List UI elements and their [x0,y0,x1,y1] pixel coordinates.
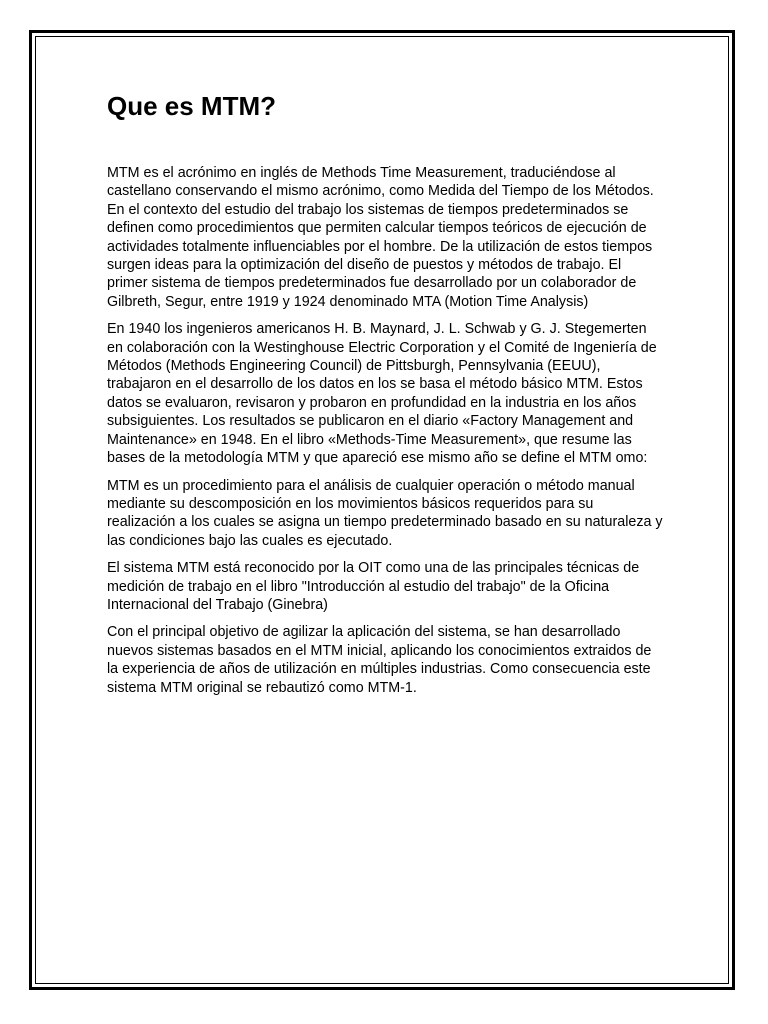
document-title: Que es MTM? [107,91,277,121]
paragraph-procedure: MTM es un procedimiento para el análisis de cualquier operación o método manual mediante su descomposición en los movimientos básicos requeridos para su realización a los cuales se asigna un tiempo predeterminado basado en su naturaleza y las condiciones bajo las cuales es ejecutado. [107,477,663,549]
paragraph-mtm1: Con el principal objetivo de agilizar la aplicación del sistema, se han desarrollado nuevos sistemas basados en el MTM inicial, aplicando los conocimientos extraidos de la experiencia de años de utilización en múltiples industrias. Como consecuencia este sistema MTM original se rebautizó como MTM-1. [107,624,652,696]
paragraph-history: En 1940 los ingenieros americanos H. B. Maynard, J. L. Schwab y G. J. Stegemerten en colaboración con la Westinghouse Electric Corporation y el Comité de Ingeniería de Métodos (Methods Engineering Council) de Pittsburgh, Pennsylvania (EEUU), trabajaron en el desarrollo de los datos en los se basa el método básico MTM. Estos datos se evaluaron, revisaron y probaron en profundidad en la industria en los años subsiguientes. Los resultados se publicaron en el diario «Factory Management and Maintenance» en 1948. En el libro «Methods-Time Measurement», que resume las bases de la metodología MTM y que apareció ese mismo año se define el MTM omo: [107,321,657,467]
paragraph-definition: MTM es el acrónimo en inglés de Methods Time Measurement, traduciéndose al castellano conservando el mismo acrónimo, como Medida del Tiempo de los Métodos. En el contexto del estudio del trabajo los sistemas de tiempos predeterminados se definen como procedimientos que permiten calcular tiempos teóricos de ejecución de actividades totalmente influenciables por el hombre. De la utilización de estos tiempos surgen ideas para la optimización del diseño de puestos y métodos de trabajo. El primer sistema de tiempos predeterminados fue desarrollado por un colaborador de Gilbreth, Segur, entre 1919 y 1924 denominado MTA (Motion Time Analysis) [107,165,654,310]
document-body [107,90,663,706]
paragraph-oit: El sistema MTM está reconocido por la OIT como una de las principales técnicas de medición de trabajo en el libro "Introducción al estudio del trabajo" de la Oficina Internacional del Trabajo (Ginebra) [107,560,640,613]
